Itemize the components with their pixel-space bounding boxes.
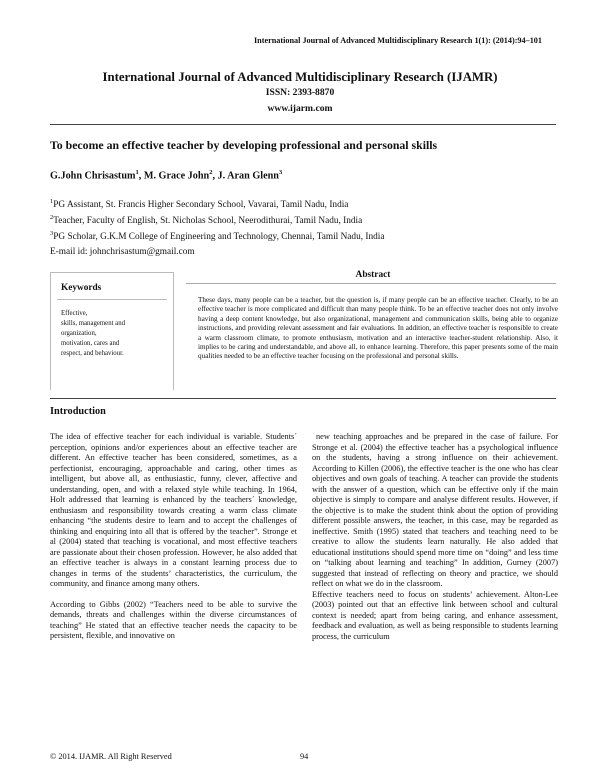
introduction-heading: Introduction — [50, 406, 106, 417]
author-list — [50, 169, 282, 181]
affiliation-sup: 1 — [50, 198, 54, 205]
top-divider — [50, 124, 556, 125]
article-title: To become an effective teacher by developing professional and personal skills — [50, 138, 438, 152]
affiliation — [50, 228, 384, 244]
body-paragraph: The idea of effective teacher for each individual is variable. Students´ perception, opinions and/or experiences about an effective teacher are different. An effective teacher has been considered, sometimes, as a perfectionist, encouraging, approachable and caring, other times as intelligent, but above all, as enthusiastic, funny, clever, affective and understanding, open, and with a relaxed style while teaching. In 1964, Holt addressed that learning is enhanced by the teachers´ knowledge, enthusiasm and responsibility towards creating a warm class climate enhancing “the students desire to learn and to accept the challenges of thinking and enquiring into all that is offered by the teacher”. Stronge et al (2004) stated that teaching is vocational, and most effective teachers are passionate about their chosen profession. However, he also added that an effective teacher is always in a constant learning process due to changes in terms of the students’ characteristics, the curriculum, the community, and finance among many others. — [50, 432, 297, 588]
keywords-divider — [57, 299, 167, 300]
affiliations — [50, 196, 384, 244]
affiliation — [50, 196, 384, 212]
body-paragraph: According to Gibbs (2002) “Teachers need to be able to survive the demands, threats and challenges within the diverse circumstances of teaching” He stated that an effective teacher needs the capacity to be persistent, flexible, and innovative on — [50, 599, 297, 640]
journal-name: International Journal of Advanced Multidisciplinary Research (IJAMR) — [102, 70, 498, 84]
issn: ISSN: 2393-8870 — [265, 87, 335, 98]
keywords-list — [61, 309, 125, 359]
keyword-line: motivation, cares and — [61, 340, 120, 347]
keywords-box — [50, 272, 174, 390]
abstract-heading: Abstract — [355, 270, 391, 280]
keyword-line: skills, management and — [61, 320, 125, 327]
keyword-line: respect, and behaviour. — [61, 350, 124, 357]
affiliation-text: PG Scholar, G.K.M College of Engineering and Technology, Chennai, Tamil Nadu, India — [53, 231, 385, 242]
abstract-divider — [186, 283, 556, 284]
journal-website: www.ijarm.com — [267, 103, 333, 114]
author-name: M. Grace John — [143, 170, 210, 182]
page-number: 94 — [300, 752, 309, 761]
keyword-line: organization, — [61, 330, 97, 337]
author-name: J. Aran Glenn — [217, 170, 279, 182]
body-column-left — [50, 432, 297, 642]
affiliation — [50, 212, 384, 228]
author-sup: 3 — [278, 169, 283, 176]
affiliation-text: Teacher, Faculty of English, St. Nicholas School, Neerodithurai, Tamil Nadu, India — [53, 215, 363, 226]
running-head: International Journal of Advanced Multidisciplinary Research 1(1): (2014):94–101 — [254, 36, 542, 45]
author-sep: , — [212, 170, 218, 182]
masthead — [0, 70, 600, 114]
copyright-notice: © 2014. IJAMR. All Right Reserved — [50, 752, 172, 761]
affiliation-text: PG Assistant, St. Francis Higher Secondary School, Vavarai, Tamil Nadu, India — [53, 200, 349, 211]
author-sup: 2 — [209, 169, 213, 176]
body-paragraph: new teaching approaches and be prepared in the case of failure. For Stronge et al. (2004) the effective teacher has a psychological influence on the students, having a strong influence on their achievement. According to Killen (2006), the effective teacher is the one who has clear objectives and own goals of teaching. A teacher can provide the students with the answer of a question, which can be effective only if the main objective is simply to compare and analyse different results. However, if the objective is to make the student think about the option of providing different possible answers, the teacher, in this case, may be regarded as ineffective. Smith (1995) stated that teachers and teaching need to be creative to allow the students learn naturally. He also added that educational institutions should spend more time on “doing” and less time on “talking about learning and teaching” In addition, Gurney (2007) suggested that instead of reflecting on theory and practice, we should reflect on what we do in the classroom. — [312, 432, 558, 588]
affiliation-sup: 2 — [50, 213, 54, 221]
keyword-line: Effective, — [61, 310, 88, 317]
abstract-text: These days, many people can be a teacher, but the question is, if many people can be an effective teacher. Clearly, to be an effective teacher is more complicated and difficult than many people think. To be an effective teacher does not only involve having a deep content knowledge, but also organizational, management and communication skills, being able to organize instructions, and providing relevant assessment and fair evaluations. In addition, an effective teacher is responsible to create a warm classroom climate, to promote enthusiasm, motivation and an interactive teacher-student relationship. Also, it implies to be caring and understandable, and above all, to enhance learning. Therefore, this paper presents some of the main qualities needed to be an effective teacher focusing on the professional and personal skills. — [198, 296, 558, 361]
author-sup: 1 — [135, 169, 139, 176]
section-divider — [50, 398, 556, 399]
body-column-right — [312, 432, 558, 642]
author-email: E-mail id: johnchrisastum@gmail.com — [50, 247, 195, 257]
author-name: G.John Chrisastum — [50, 170, 136, 182]
author-sep: , — [138, 170, 144, 182]
affiliation-sup: 3 — [50, 229, 54, 237]
keywords-heading: Keywords — [61, 283, 102, 293]
body-paragraph: Effective teachers need to focus on students’ achievement. Alton-Lee (2003) pointed out that an effective link between school and cultural context is needed; apart from being caring, and enhance assessment, feedback and evaluation, as well as being responsible to students learning process, the curriculum — [312, 589, 558, 641]
